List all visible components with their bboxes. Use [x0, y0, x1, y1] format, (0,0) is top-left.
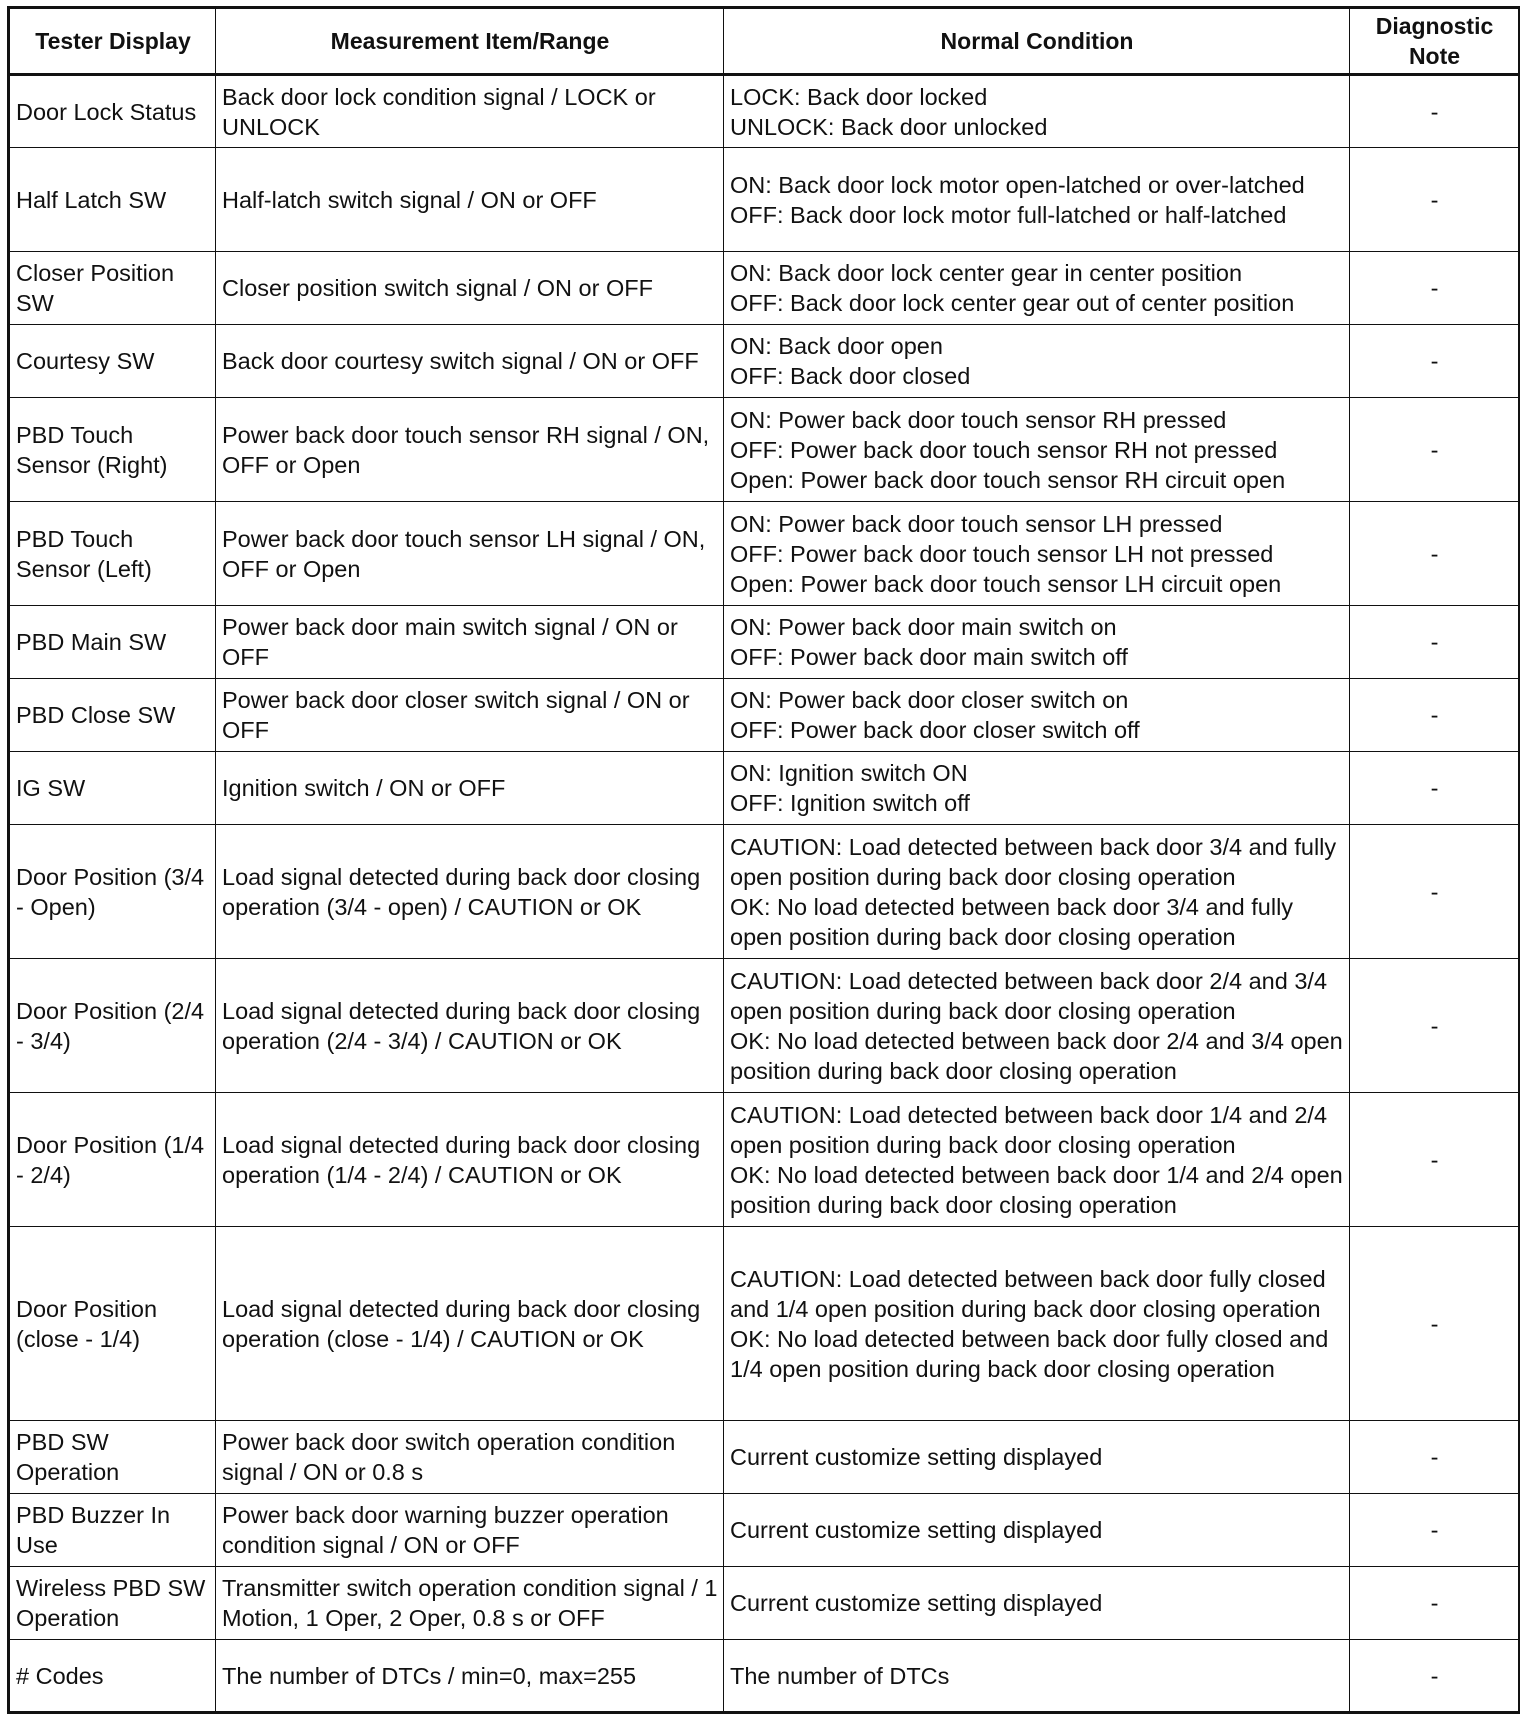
data-list-table	[7, 6, 1520, 1714]
measurement-item-cell: Power back door switch operation condition signal / ON or 0.8 s	[216, 1421, 724, 1494]
tester-display-cell: # Codes	[9, 1640, 216, 1713]
normal-condition-line: OK: No load detected between back door 1/4 and 2/4 open position during back door closing operation	[730, 1161, 1343, 1218]
table-row	[9, 825, 1520, 959]
normal-condition-cell	[724, 325, 1350, 398]
measurement-item-cell: Power back door touch sensor LH signal / ON, OFF or Open	[216, 502, 724, 606]
tester-display-cell: PBD Touch Sensor (Left)	[9, 502, 216, 606]
normal-condition-line: OFF: Power back door main switch off	[730, 644, 1128, 670]
header-tester-display: Tester Display	[9, 8, 216, 75]
tester-display-cell: PBD Touch Sensor (Right)	[9, 398, 216, 502]
tester-display-cell: Door Lock Status	[9, 75, 216, 148]
tester-display-cell: Door Position (2/4 - 3/4)	[9, 959, 216, 1093]
normal-condition-line: OFF: Ignition switch off	[730, 790, 970, 816]
diagnostic-note-cell: -	[1350, 959, 1520, 1093]
diagnostic-note-cell: -	[1350, 825, 1520, 959]
measurement-item-cell: Load signal detected during back door closing operation (1/4 - 2/4) / CAUTION or OK	[216, 1093, 724, 1227]
normal-condition-cell	[724, 1093, 1350, 1227]
measurement-item-cell: Load signal detected during back door closing operation (close - 1/4) / CAUTION or OK	[216, 1227, 724, 1421]
table-row	[9, 1093, 1520, 1227]
header-diagnostic-note: Diagnostic Note	[1350, 8, 1520, 75]
normal-condition-cell	[724, 502, 1350, 606]
normal-condition-cell	[724, 752, 1350, 825]
measurement-item-cell: Power back door closer switch signal / ON or OFF	[216, 679, 724, 752]
measurement-item-cell: Ignition switch / ON or OFF	[216, 752, 724, 825]
normal-condition-cell	[724, 1640, 1350, 1713]
normal-condition-cell	[724, 1421, 1350, 1494]
normal-condition-line: Open: Power back door touch sensor LH circuit open	[730, 570, 1282, 597]
measurement-item-cell: Transmitter switch operation condition signal / 1 Motion, 1 Oper, 2 Oper, 0.8 s or OFF	[216, 1567, 724, 1640]
header-measurement-item: Measurement Item/Range	[216, 8, 724, 75]
normal-condition-cell	[724, 679, 1350, 752]
measurement-item-cell: Power back door warning buzzer operation condition signal / ON or OFF	[216, 1494, 724, 1567]
tester-display-cell: PBD Buzzer In Use	[9, 1494, 216, 1567]
tester-display-cell: Half Latch SW	[9, 148, 216, 252]
normal-condition-cell	[724, 75, 1350, 148]
diagnostic-note-cell: -	[1350, 1567, 1520, 1640]
normal-condition-line: CAUTION: Load detected between back door 3/4 and fully open position during back door closing operation	[730, 833, 1337, 890]
normal-condition-line: OFF: Power back door touch sensor LH not pressed	[730, 540, 1274, 567]
normal-condition-line: ON: Back door lock motor open-latched or over-latched	[730, 171, 1305, 198]
diagnostic-note-cell: -	[1350, 252, 1520, 325]
tester-display-cell: Door Position (close - 1/4)	[9, 1227, 216, 1421]
normal-condition-line: Open: Power back door touch sensor RH circuit open	[730, 466, 1286, 493]
measurement-item-cell: Power back door main switch signal / ON or OFF	[216, 606, 724, 679]
normal-condition-cell	[724, 606, 1350, 679]
measurement-item-cell: Power back door touch sensor RH signal / ON, OFF or Open	[216, 398, 724, 502]
normal-condition-line: CAUTION: Load detected between back door 1/4 and 2/4 open position during back door closing operation	[730, 1101, 1328, 1158]
header-row	[9, 8, 1520, 75]
tester-display-cell: Closer Position SW	[9, 252, 216, 325]
normal-condition-cell	[724, 825, 1350, 959]
diagnostic-note-cell: -	[1350, 1421, 1520, 1494]
table-row	[9, 1494, 1520, 1567]
diagnostic-note-cell: -	[1350, 398, 1520, 502]
normal-condition-line: OK: No load detected between back door 2/4 and 3/4 open position during back door closing operation	[730, 1027, 1343, 1084]
table-body	[9, 75, 1520, 1713]
normal-condition-cell	[724, 959, 1350, 1093]
normal-condition-line: The number of DTCs	[730, 1662, 950, 1689]
measurement-item-cell: Closer position switch signal / ON or OFF	[216, 252, 724, 325]
measurement-item-cell: Back door lock condition signal / LOCK or UNLOCK	[216, 75, 724, 148]
table-row	[9, 398, 1520, 502]
diagnostic-note-cell: -	[1350, 752, 1520, 825]
measurement-item-cell: Load signal detected during back door closing operation (2/4 - 3/4) / CAUTION or OK	[216, 959, 724, 1093]
table-row	[9, 959, 1520, 1093]
diagnostic-note-cell: -	[1350, 1494, 1520, 1567]
table-row	[9, 1421, 1520, 1494]
normal-condition-line: OK: No load detected between back door fully closed and 1/4 open position during back door closing operation	[730, 1325, 1329, 1382]
table-row	[9, 75, 1520, 148]
normal-condition-cell	[724, 148, 1350, 252]
table-row	[9, 752, 1520, 825]
diagnostic-note-cell: -	[1350, 148, 1520, 252]
table-row	[9, 1640, 1520, 1713]
measurement-item-cell: Half-latch switch signal / ON or OFF	[216, 148, 724, 252]
normal-condition-line: OFF: Back door lock motor full-latched or half-latched	[730, 201, 1287, 228]
tester-display-cell: PBD Close SW	[9, 679, 216, 752]
normal-condition-cell	[724, 1494, 1350, 1567]
table-row	[9, 325, 1520, 398]
normal-condition-line: LOCK: Back door locked	[730, 83, 988, 110]
normal-condition-line: OFF: Back door lock center gear out of center position	[730, 290, 1295, 316]
normal-condition-line: ON: Power back door main switch on	[730, 614, 1117, 640]
tester-display-cell: PBD SW Operation	[9, 1421, 216, 1494]
header-normal-condition: Normal Condition	[724, 8, 1350, 75]
measurement-item-cell: Load signal detected during back door closing operation (3/4 - open) / CAUTION or OK	[216, 825, 724, 959]
diagnostic-note-cell: -	[1350, 502, 1520, 606]
normal-condition-line: Current customize setting displayed	[730, 1444, 1103, 1470]
diagnostic-note-cell: -	[1350, 1227, 1520, 1421]
normal-condition-line: Current customize setting displayed	[730, 1590, 1103, 1616]
diagnostic-note-cell: -	[1350, 1640, 1520, 1713]
tester-display-cell: Door Position (1/4 - 2/4)	[9, 1093, 216, 1227]
diagnostic-note-cell: -	[1350, 606, 1520, 679]
normal-condition-cell	[724, 1567, 1350, 1640]
normal-condition-line: ON: Ignition switch ON	[730, 760, 968, 786]
normal-condition-line: Current customize setting displayed	[730, 1517, 1103, 1543]
diagnostic-note-cell: -	[1350, 325, 1520, 398]
tester-display-cell: Wireless PBD SW Operation	[9, 1567, 216, 1640]
table-row	[9, 502, 1520, 606]
tester-display-cell: Courtesy SW	[9, 325, 216, 398]
measurement-item-cell: Back door courtesy switch signal / ON or OFF	[216, 325, 724, 398]
normal-condition-line: UNLOCK: Back door unlocked	[730, 113, 1048, 140]
normal-condition-line: ON: Power back door touch sensor RH pressed	[730, 406, 1227, 433]
table-row	[9, 606, 1520, 679]
normal-condition-line: OK: No load detected between back door 3/4 and fully open position during back door closing operation	[730, 893, 1294, 950]
tester-display-cell: PBD Main SW	[9, 606, 216, 679]
tester-display-cell: IG SW	[9, 752, 216, 825]
normal-condition-cell	[724, 1227, 1350, 1421]
normal-condition-line: OFF: Power back door closer switch off	[730, 717, 1140, 743]
normal-condition-line: CAUTION: Load detected between back door 2/4 and 3/4 open position during back door closing operation	[730, 967, 1328, 1024]
normal-condition-line: OFF: Power back door touch sensor RH not pressed	[730, 436, 1278, 463]
normal-condition-line: ON: Power back door touch sensor LH pressed	[730, 510, 1223, 537]
normal-condition-line: ON: Back door open	[730, 333, 943, 359]
measurement-item-cell: The number of DTCs / min=0, max=255	[216, 1640, 724, 1713]
diagnostic-note-cell: -	[1350, 1093, 1520, 1227]
table-row	[9, 148, 1520, 252]
table-row	[9, 679, 1520, 752]
tester-display-cell: Door Position (3/4 - Open)	[9, 825, 216, 959]
table-row	[9, 252, 1520, 325]
normal-condition-line: ON: Power back door closer switch on	[730, 687, 1129, 713]
normal-condition-line: ON: Back door lock center gear in center position	[730, 260, 1243, 286]
normal-condition-line: OFF: Back door closed	[730, 363, 971, 389]
normal-condition-cell	[724, 398, 1350, 502]
diagnostic-note-cell: -	[1350, 679, 1520, 752]
normal-condition-cell	[724, 252, 1350, 325]
table-row	[9, 1227, 1520, 1421]
table-row	[9, 1567, 1520, 1640]
normal-condition-line: CAUTION: Load detected between back door fully closed and 1/4 open position during back door closing operation	[730, 1265, 1326, 1322]
diagnostic-note-cell: -	[1350, 75, 1520, 148]
